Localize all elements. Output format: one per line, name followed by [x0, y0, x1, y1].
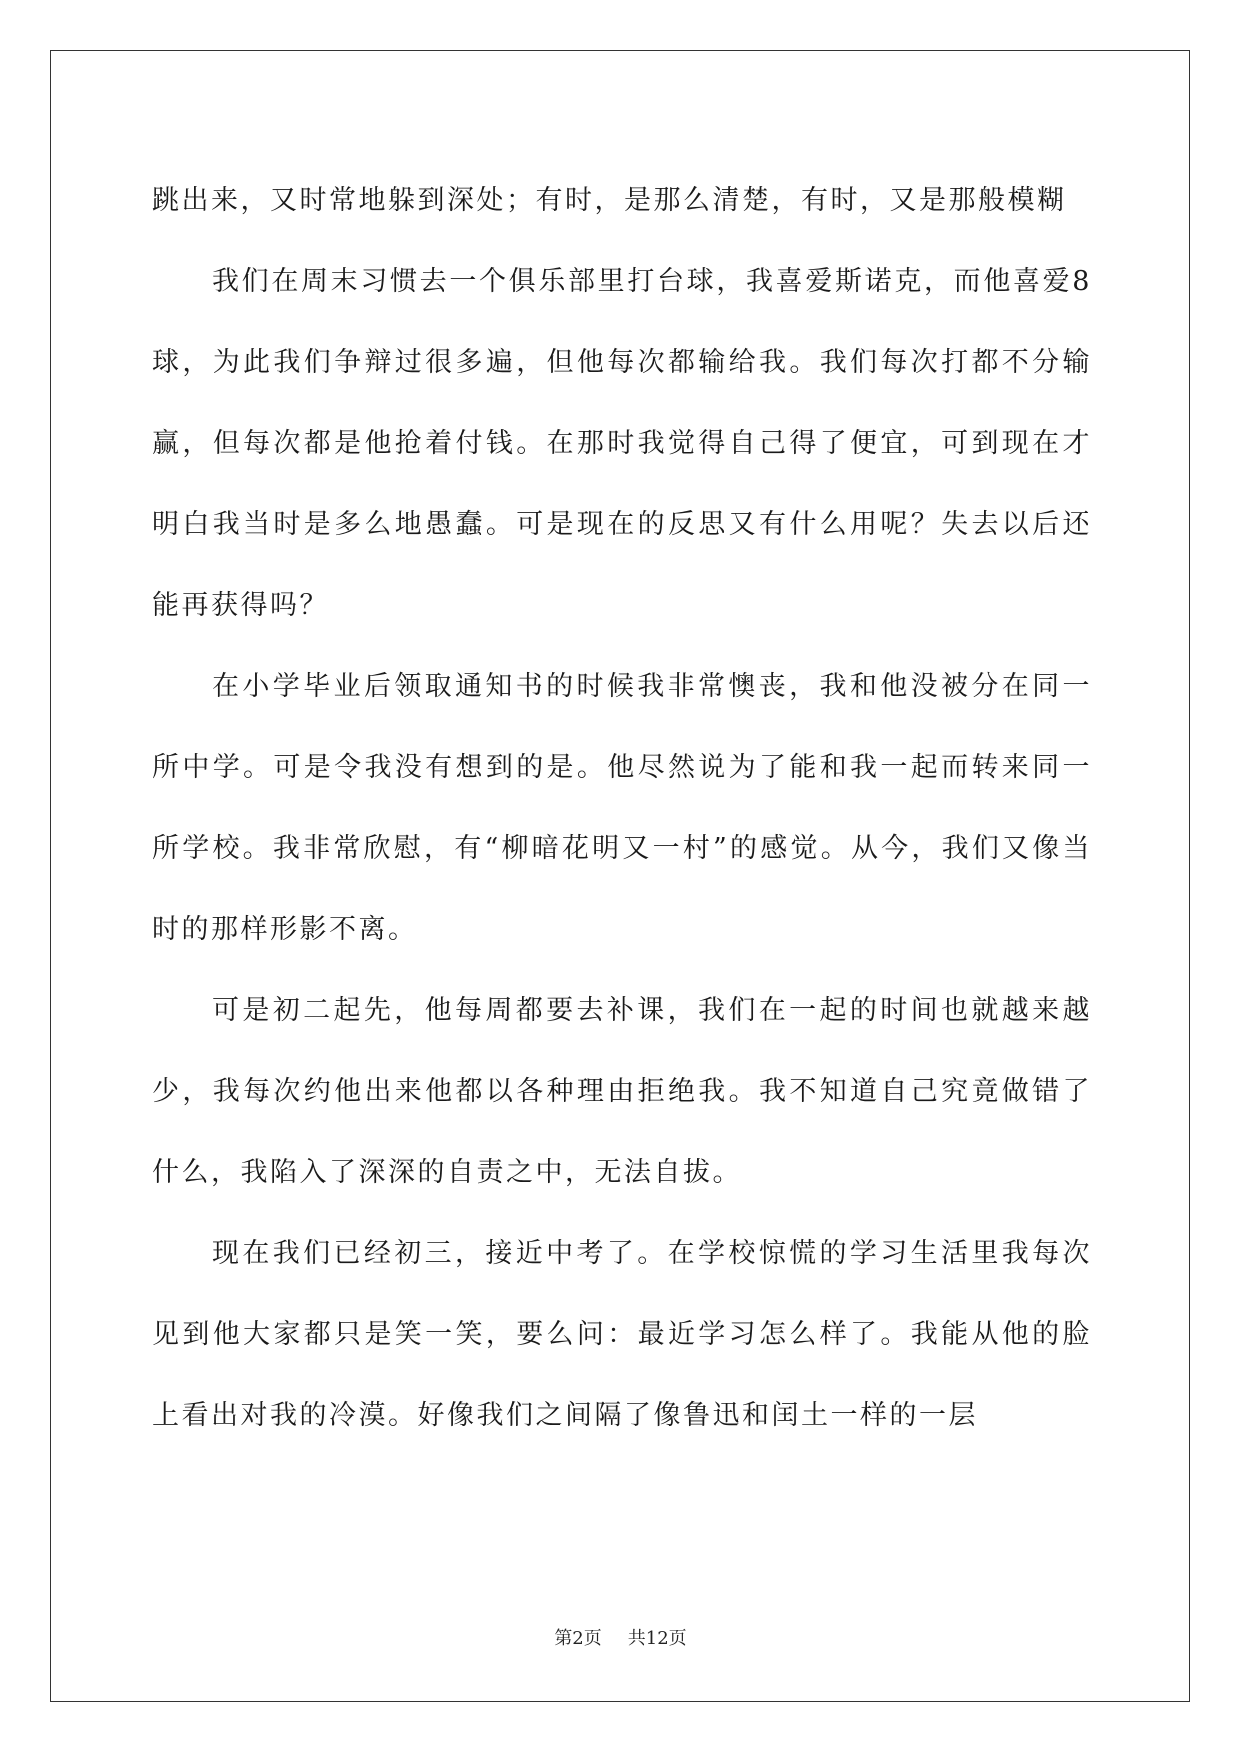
document-body — [152, 160, 1092, 1456]
paragraph: 在小学毕业后领取通知书的时候我非常懊丧，我和他没被分在同一所中学。可是令我没有想到的是。他尽然说为了能和我一起而转来同一所学校。我非常欣慰，有“柳暗花明又一村”的感觉。从今，我们又像当时的那样形影不离。 — [152, 671, 1092, 945]
paragraph: 我们在周末习惯去一个俱乐部里打台球，我喜爱斯诺克，而他喜爱8球，为此我们争辩过很多遍，但他每次都输给我。我们每次打都不分输赢，但每次都是他抢着付钱。在那时我觉得自己得了便宜，可到现在才明白我当时是多么地愚蠢。可是现在的反思又有什么用呢？失去以后还能再获得吗？ — [152, 266, 1092, 621]
total-pages: 共12页 — [627, 1628, 687, 1649]
page-footer — [0, 1624, 1241, 1650]
paragraph: 可是初二起先，他每周都要去补课，我们在一起的时间也就越来越少，我每次约他出来他都以各种理由拒绝我。我不知道自己究竟做错了什么，我陷入了深深的自责之中，无法自拔。 — [152, 995, 1092, 1188]
page-number: 第2页 — [554, 1628, 602, 1649]
paragraph-continuation: 跳出来，又时常地躲到深处；有时，是那么清楚，有时，又是那般模糊 — [152, 185, 1067, 216]
paragraph: 现在我们已经初三，接近中考了。在学校惊慌的学习生活里我每次见到他大家都只是笑一笑，要么问：最近学习怎么样了。我能从他的脸上看出对我的冷漠。好像我们之间隔了像鲁迅和闰土一样的一层 — [152, 1238, 1092, 1431]
